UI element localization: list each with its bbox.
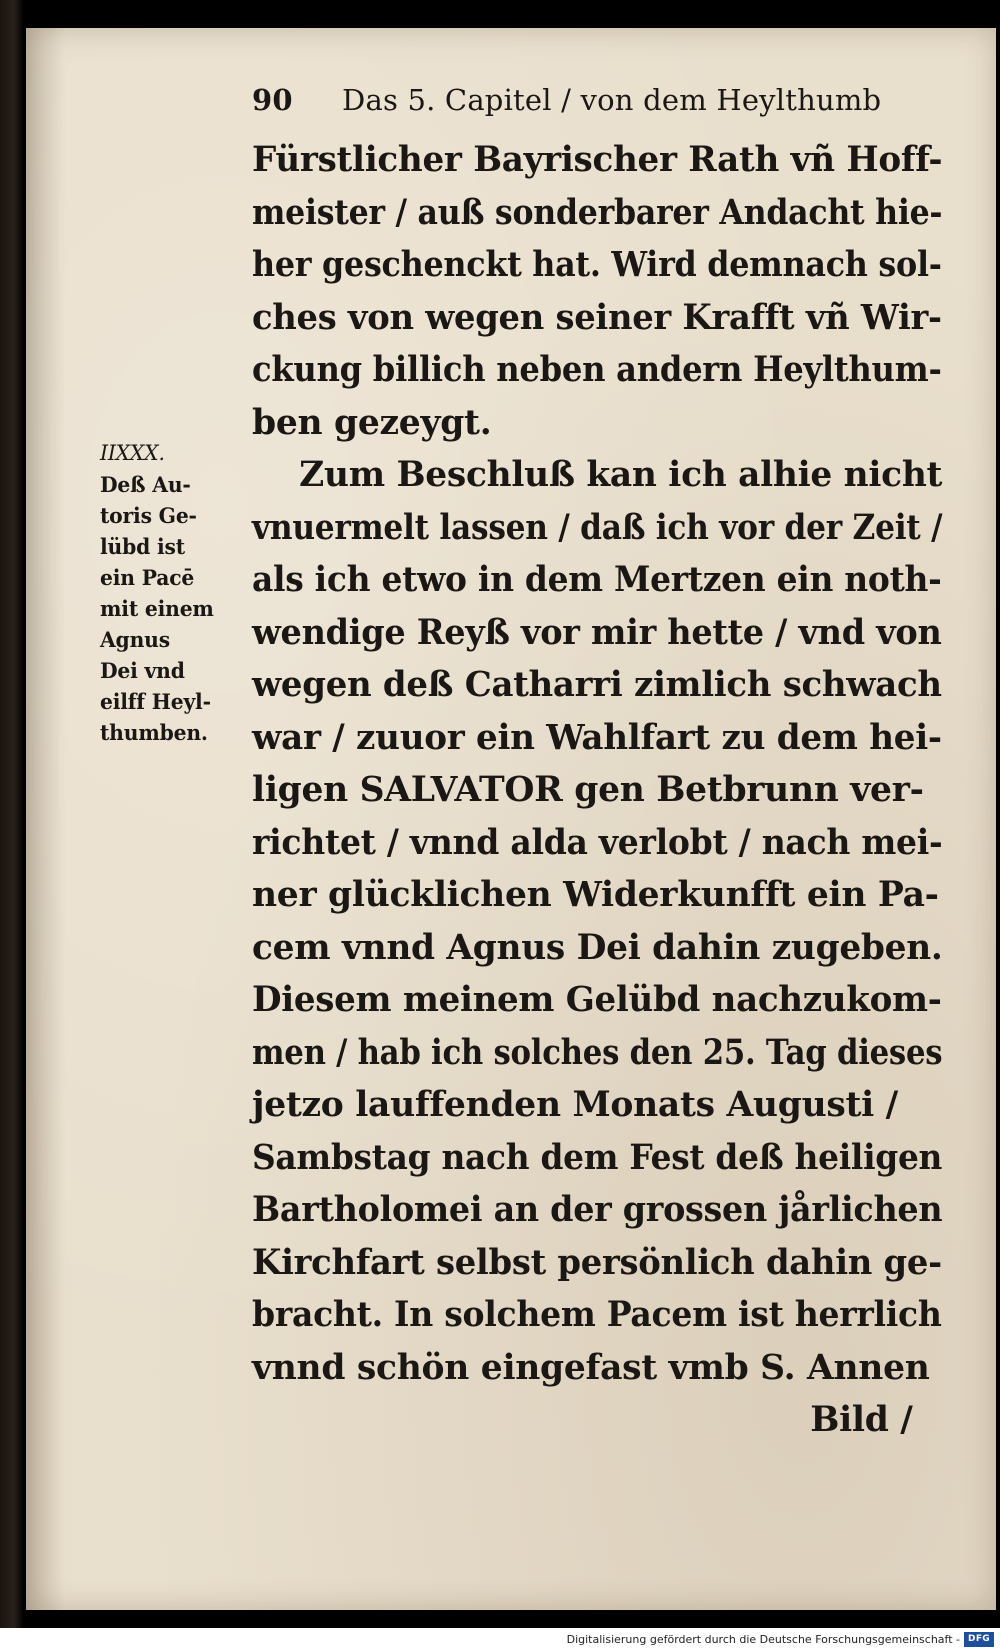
text-line: Kirchfart selbst persönlich dahin ge- [252, 1241, 942, 1283]
margin-note-number: IIXXX. [100, 441, 165, 465]
text-line: jetzo lauffenden Monats Augusti / [252, 1084, 898, 1125]
text-line: Diesem meinem Gelübd nachzukom- [252, 979, 942, 1020]
margin-note-line: toris Ge- [100, 503, 197, 528]
text-line: war / zuuor ein Wahlfart zu dem hei- [252, 716, 942, 758]
text-line: her geschenckt hat. Wird demnach sol- [252, 244, 942, 285]
margin-note-line: thumben. [100, 720, 208, 745]
margin-note-line: mit einem [100, 596, 214, 621]
funding-credit: Digitalisierung gefördert durch die Deutsche Forschungsgemeinschaft - [566, 1633, 960, 1646]
text-line: Zum Beschluß kan ich alhie nicht [299, 454, 943, 495]
text-line: vnuermelt lassen / daß ich vor der Zeit / [252, 506, 943, 548]
text-line: vnnd schön eingefast vmb S. Annen [252, 1346, 930, 1388]
dfg-logo: DFG [964, 1632, 994, 1647]
margin-note-line: eilff Heyl- [100, 689, 211, 714]
text-line: ckung billich neben andern Heylthum- [252, 349, 942, 390]
footer-bar [0, 1628, 1000, 1651]
text-line: ligen SALVATOR gen Betbrunn ver- [252, 769, 924, 810]
margin-note-line: Dei vnd [100, 658, 185, 683]
text-line: ben gezeygt. [252, 401, 492, 443]
text-line: Bartholomei an der grossen jårlichen [252, 1189, 943, 1230]
text-line: wegen deß Catharri zimlich schwach [252, 664, 942, 705]
text-line: bracht. In solchem Pacem ist herrlich [252, 1294, 942, 1335]
text-line: ches von wegen seiner Krafft vñ Wir- [252, 296, 942, 338]
text-line: meister / auß sonderbarer Andacht hie- [252, 191, 943, 233]
text-line: als ich etwo in dem Mertzen ein noth- [252, 559, 942, 600]
text-line: cem vnnd Agnus Dei dahin zugeben. [252, 926, 943, 968]
text-line: wendige Reyß vor mir hette / vnd von [252, 611, 942, 653]
margin-note-line: ein Pacē [100, 565, 195, 590]
chapter-title: Das 5. Capitel / von dem Heylthumb [342, 83, 882, 117]
text-line: ner glücklichen Widerkunfft ein Pa- [252, 874, 939, 915]
text-line: richtet / vnnd alda verlobt / nach mei- [252, 821, 943, 863]
margin-note [100, 438, 250, 748]
body-text [252, 134, 952, 1447]
catchword: Bild / [810, 1399, 913, 1440]
running-head [252, 82, 942, 118]
text-line: Sambstag nach dem Fest deß heiligen [252, 1136, 943, 1178]
margin-note-line: Agnus [100, 627, 170, 652]
text-line: Fürstlicher Bayrischer Rath vñ Hoff- [252, 139, 943, 180]
page-number: 90 [252, 83, 293, 117]
margin-note-line: lübd ist [100, 534, 185, 559]
text-line: men / hab ich solches den 25. Tag dieses [252, 1031, 943, 1073]
margin-note-line: Deß Au- [100, 472, 191, 497]
